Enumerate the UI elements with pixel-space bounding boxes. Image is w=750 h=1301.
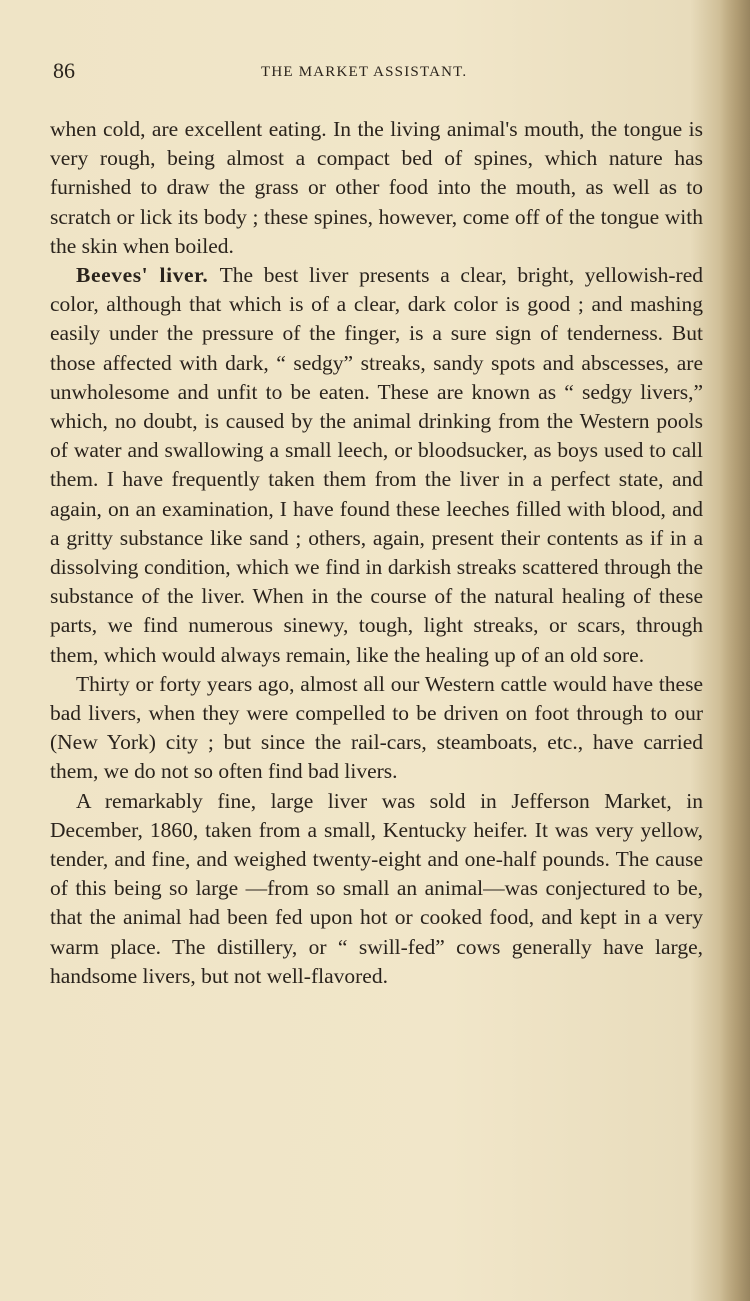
page-number: 86 [53, 58, 75, 83]
running-title: THE MARKET ASSISTANT. [261, 64, 468, 80]
paragraph-western-cattle [50, 670, 703, 787]
body-text [50, 115, 703, 991]
paragraph-jefferson-market [50, 787, 703, 991]
paragraph-tongue-continued [50, 115, 703, 261]
paragraph-text: The best liver presents a clear, bright, yellowish-red color, although that which is of a clear, dark color is good ; and mashing easily under the pressure of the finger, is a sure sign of tenderness. But those affected with dark, “ sedgy” streaks, sandy spots and abscesses, are unwholesome and unfit to be eaten. These are known as “ sedgy livers,” which, no doubt, is caused by the animal drinking from the Western pools of water and swallowing a small leech, or bloodsucker, as boys used to call them. I have frequently taken them from the liver in a perfect state, and again, on an examination, I have found these leeches filled with blood, and a gritty substance like sand ; others, again, present their contents as if in a dissolving condition, which we find in darkish streaks scattered through the substance of the liver. When in the course of the natural healing of these parts, we find numerous sinewy, tough, light streaks, or scars, through them, which would always remain, like the healing up of an old sore. [50, 263, 703, 667]
paragraph-beeves-liver [50, 261, 703, 670]
page-edge-shadow [720, 0, 750, 1301]
paragraph-text: A remarkably fine, large liver was sold in Jefferson Market, in December, 1860, taken from a small, Kentucky heifer. It was very yellow, tender, and fine, and weighed twenty-eight and one-half pounds. The cause of this being so large —from so small an animal—was conjectured to be, that the animal had been fed upon hot or cooked food, and kept in a very warm place. The distillery, or “ swill-fed” cows generally have large, handsome livers, but not well-flavored. [50, 788, 703, 988]
page-header [53, 58, 703, 88]
section-heading-beeves-liver: Beeves' liver. [76, 263, 220, 288]
paragraph-text: when cold, are excellent eating. In the living animal's mouth, the tongue is very rough, being almost a compact bed of spines, which nature has furnished to draw the grass or other food into the mouth, as well as to scratch or lick its body ; these spines, however, come off of the tongue with the skin when boiled. [50, 117, 703, 258]
paragraph-text: Thirty or forty years ago, almost all our Western cattle would have these bad livers, when they were compelled to be driven on foot through to our (New York) city ; but since the rail-cars, steamboats, etc., have carried them, we do not so often find bad livers. [50, 671, 703, 784]
